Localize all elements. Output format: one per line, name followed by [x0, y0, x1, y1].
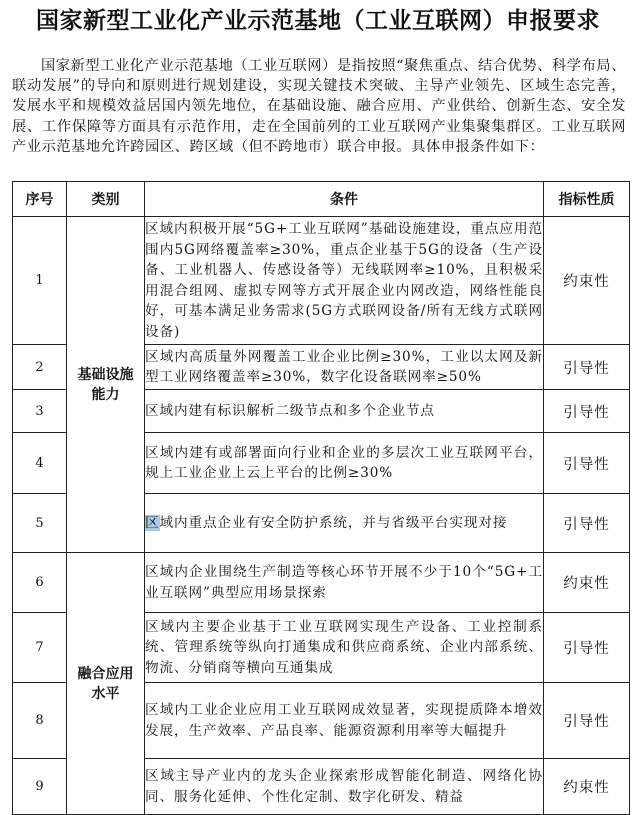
row-nature: 引导性 [544, 345, 630, 390]
row-condition-rest: 域内重点企业有安全防护系统，并与省级平台实现对接 [159, 514, 508, 531]
category-label-line2: 能力 [91, 386, 120, 403]
row-nature: 引导性 [544, 613, 630, 683]
category-label-line2: 水平 [91, 685, 120, 702]
header-condition: 条件 [145, 182, 544, 217]
row-condition: 区域内主要企业基于工业互联网实现生产设备、工业控制系统、管理系统等纵向打通集成和供应商系统、企业内部系统、物流、分销商等横向互通集成 [145, 613, 544, 683]
document-title: 国家新型工业化产业示范基地（工业互联网）申报要求 [36, 8, 600, 34]
text-selection-highlight[interactable]: 区 [145, 514, 160, 531]
row-nature: 引导性 [544, 433, 630, 494]
row-condition: 区域内工业企业应用工业互联网成效显著，实现提质降本增效发展，生产效率、产品良率、能源资源利用率等大幅提升 [145, 683, 544, 759]
row-index: 3 [13, 390, 67, 433]
row-index: 6 [13, 553, 67, 613]
row-index: 4 [13, 433, 67, 494]
row-condition: 区域内高质量外网覆盖工业企业比例≥30%，工业以太网及新型工业网络覆盖率≥30%，数字化设备联网率≥50% [145, 345, 544, 390]
row-condition: 区域内建有标识解析二级节点和多个企业节点 [145, 390, 544, 433]
header-nature: 指标性质 [544, 182, 630, 217]
category-label-line1: 基础设施 [77, 366, 134, 383]
requirements-table [12, 181, 630, 815]
row-nature: 引导性 [544, 390, 630, 433]
row-nature: 约束性 [544, 553, 630, 613]
row-index: 5 [13, 494, 67, 553]
table-header-row [13, 182, 630, 217]
row-condition: 区域内企业围绕生产制造等核心环节开展不少于10个“5G+工业互联网”典型应用场景探索 [145, 553, 544, 613]
row-index: 8 [13, 683, 67, 759]
row-condition: 区域内建有或部署面向行业和企业的多层次工业互联网平台，规上工业企业上云上平台的比例≥30% [145, 433, 544, 494]
category-infrastructure [67, 217, 145, 553]
row-condition[interactable] [145, 494, 544, 553]
header-index: 序号 [13, 182, 67, 217]
row-nature: 约束性 [544, 759, 630, 815]
table-row [13, 217, 630, 345]
table-row [13, 553, 630, 613]
row-index: 1 [13, 217, 67, 345]
intro-paragraph: 国家新型工业化产业示范基地（工业互联网）是指按照“聚焦重点、结合优势、科学布局、联动发展”的导向和原则进行规划建设，实现关键技术突破、主导产业领先、区域生态完善，发展水平和规模效益居国内领先地位，在基础设施、融合应用、产业供给、创新生态、安全发展、工作保障等方面具有示范作用，走在全国前列的工业互联网产业集聚集群区。工业互联网产业示范基地允许跨园区、跨区域（但不跨地市）联合申报。具体申报条件如下： [12, 58, 626, 155]
row-nature: 约束性 [544, 217, 630, 345]
row-index: 2 [13, 345, 67, 390]
category-label-line1: 融合应用 [77, 665, 134, 682]
row-condition: 区域主导产业内的龙头企业探索形成智能化制造、网络化协同、服务化延伸、个性化定制、数字化研发、精益 [145, 759, 544, 815]
row-index: 7 [13, 613, 67, 683]
category-integration [67, 553, 145, 815]
row-nature: 引导性 [544, 494, 630, 553]
row-index: 9 [13, 759, 67, 815]
row-nature: 引导性 [544, 683, 630, 759]
header-category: 类别 [67, 182, 145, 217]
row-condition: 区域内积极开展“5G+工业互联网”基础设施建设，重点应用范围内5G网络覆盖率≥30%，重点企业基于5G的设备（生产设备、工业机器人、传感设备等）无线联网率≥10%，且积极采用混合组网、虚拟专网等方式开展企业内网改造，网络性能良好，可基本满足业务需求(5G方式联网设备/所有无线方式联网设备) [145, 217, 544, 345]
